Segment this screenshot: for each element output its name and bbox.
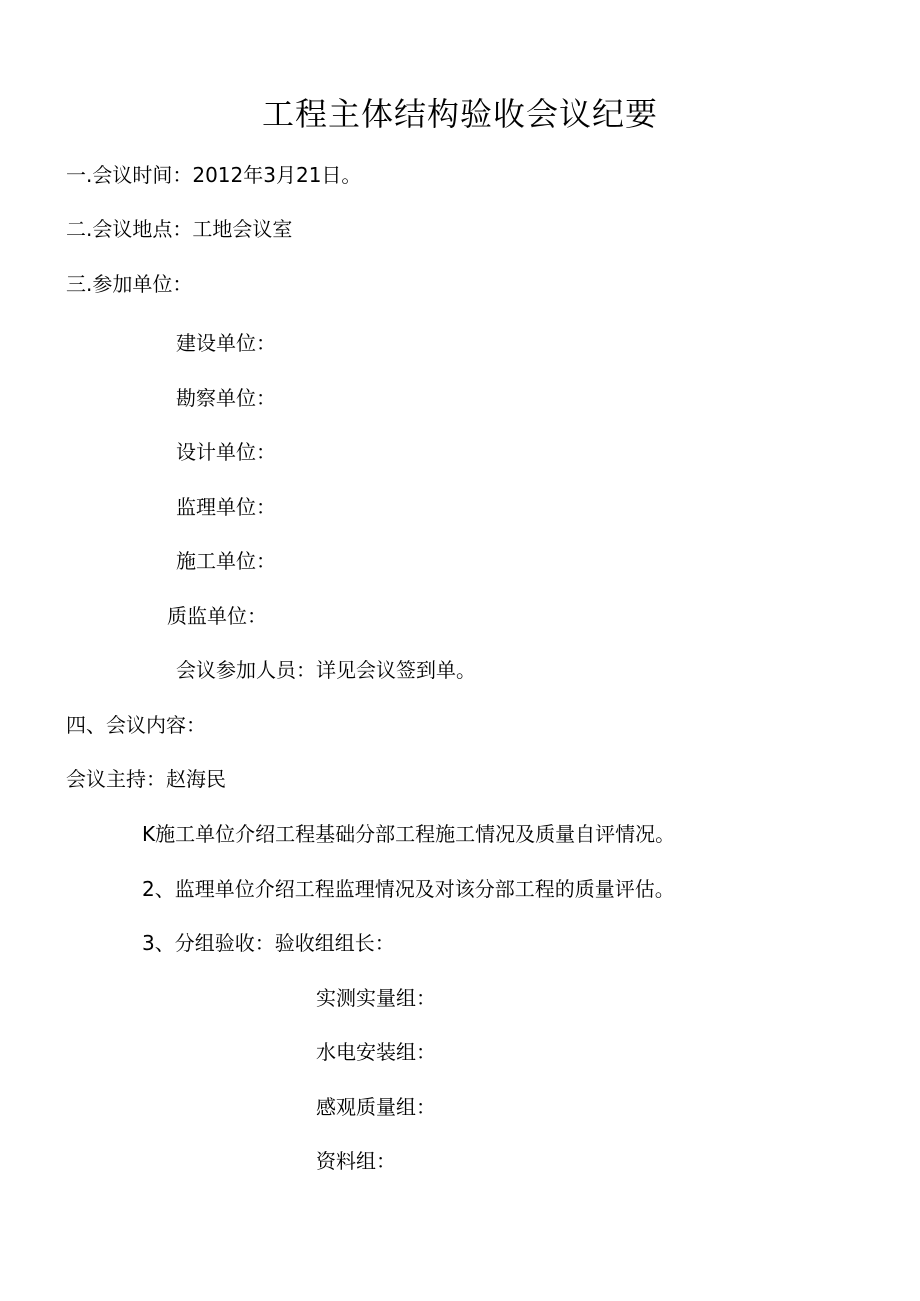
- supervision-unit-label: 监理单位：: [176, 495, 276, 519]
- contractor-unit-label: 施工单位：: [176, 549, 276, 573]
- design-unit-label: 设计单位：: [176, 440, 276, 464]
- content-heading: 四、会议内容：: [66, 713, 206, 737]
- document-title: 工程主体结构验收会议纪要: [261, 95, 658, 133]
- quality-supervision-unit-label: 质监单位：: [167, 604, 267, 628]
- agenda-item-3: 3、分组验收：验收组组长：: [142, 931, 395, 955]
- meeting-time: 一.会议时间：2012年3月21日。: [66, 163, 362, 187]
- construction-unit-label: 建设单位：: [176, 331, 276, 355]
- attendees-line: 会议参加人员：详见会议签到单。: [176, 658, 476, 682]
- appearance-quality-group-label: 感观质量组：: [316, 1095, 436, 1119]
- plumbing-electrical-group-label: 水电安装组：: [316, 1040, 436, 1064]
- measurement-group-label: 实测实量组：: [316, 986, 436, 1010]
- agenda-item-2: 2、监理单位介绍工程监理情况及对该分部工程的质量评估。: [142, 877, 675, 901]
- survey-unit-label: 勘察单位：: [176, 386, 276, 410]
- meeting-place: 二.会议地点：工地会议室: [66, 217, 293, 241]
- documents-group-label: 资料组：: [316, 1149, 396, 1173]
- agenda-item-1: K施工单位介绍工程基础分部工程施工情况及质量自评情况。: [142, 822, 676, 846]
- participants-heading: 三.参加单位：: [66, 272, 193, 296]
- meeting-host: 会议主持：赵海民: [66, 767, 226, 791]
